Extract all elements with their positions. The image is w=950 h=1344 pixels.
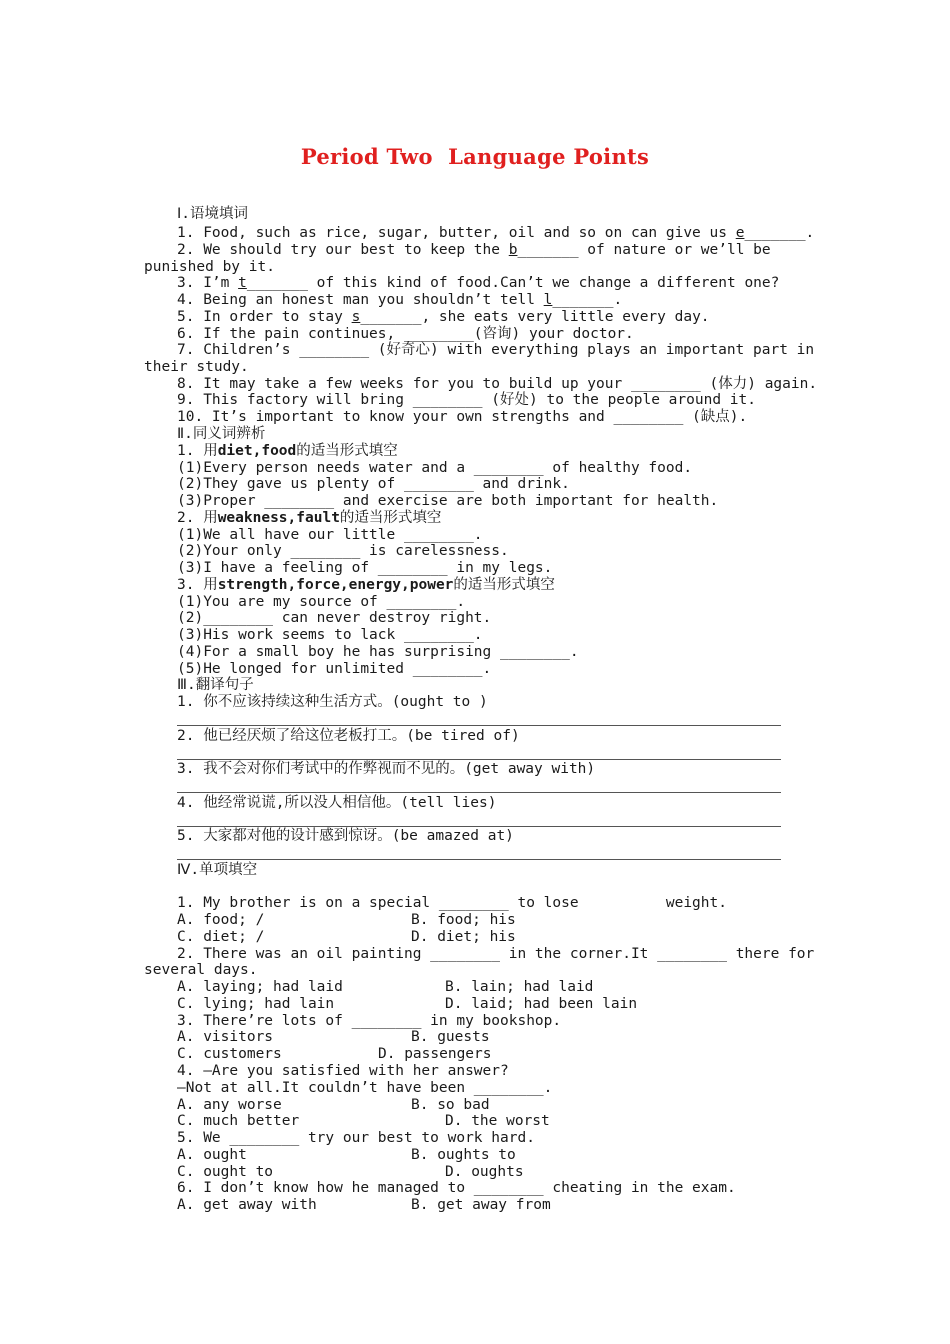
s1-question-1: 1. Food, such as rice, sugar, butter, oil and so on can give us e_______. <box>177 225 815 241</box>
s4-q2-option-a: A. laying; had laid <box>177 979 343 995</box>
s1-question-2-cont: punished by it. <box>144 259 275 275</box>
s4-q2-option-c: C. lying; had lain <box>177 996 335 1012</box>
s3-item-2: 2. 他已经厌烦了给这位老板打工。(be tired of) <box>177 728 520 744</box>
s2-group-2-instruction: 2. 用weakness,fault的适当形式填空 <box>177 510 442 526</box>
s4-question-6: 6. I don’t know how he managed to ________ cheating in the exam. <box>177 1180 736 1196</box>
s2-g3-item-3: (3)His work seems to lack ________. <box>177 627 483 643</box>
s2-g3-item-4: (4)For a small boy he has surprising ________. <box>177 644 579 660</box>
s1-question-6: 6. If the pain continues, ________(咨询) your doctor. <box>177 326 634 342</box>
s4-q1-option-d: D. diet; his <box>411 929 516 945</box>
s4-question-2-cont: several days. <box>144 962 258 978</box>
s1-question-7-cont: their study. <box>144 359 249 375</box>
s4-question-4: 4. —Are you satisfied with her answer? <box>177 1063 509 1079</box>
s2-g3-item-2: (2)________ can never destroy right. <box>177 610 492 626</box>
s4-q2-option-d: D. laid; had been lain <box>445 996 638 1012</box>
answer-line[interactable] <box>177 792 781 793</box>
s4-q1-option-c: C. diet; / <box>177 929 265 945</box>
s2-g1-item-1: (1)Every person needs water and a ________ of healthy food. <box>177 460 693 476</box>
s4-q4-option-d: D. the worst <box>445 1113 550 1129</box>
s4-q4-option-b: B. so bad <box>411 1097 490 1113</box>
s1-question-9: 9. This factory will bring ________ (好处) to the people around it. <box>177 392 756 408</box>
s1-question-5: 5. In order to stay s_______, she eats very little every day. <box>177 309 710 325</box>
s2-g1-item-3: (3)Proper ________ and exercise are both important for health. <box>177 493 719 509</box>
page-title: Period Two Language Points <box>300 144 650 169</box>
s2-g2-item-2: (2)Your only ________ is carelessness. <box>177 543 509 559</box>
answer-line[interactable] <box>177 759 781 760</box>
s4-q4-option-a: A. any worse <box>177 1097 282 1113</box>
s2-g1-item-2: (2)They gave us plenty of ________ and drink. <box>177 476 570 492</box>
section-3-heading: Ⅲ.翻译句子 <box>177 677 254 693</box>
s4-q4-option-c: C. much better <box>177 1113 300 1129</box>
s1-question-7: 7. Children’s ________ (好奇心) with everything plays an important part in <box>177 342 815 358</box>
s4-q6-option-b: B. get away from <box>411 1197 551 1213</box>
s1-question-8: 8. It may take a few weeks for you to build up your ________ (体力) again. <box>177 376 818 392</box>
answer-line[interactable] <box>177 725 781 726</box>
s4-question-3: 3. There’re lots of ________ in my bookshop. <box>177 1013 562 1029</box>
s3-item-5: 5. 大家都对他的设计感到惊讶。(be amazed at) <box>177 828 514 844</box>
s2-g2-item-1: (1)We all have our little ________. <box>177 527 483 543</box>
s2-g3-item-5: (5)He longed for unlimited ________. <box>177 661 492 677</box>
s1-question-10: 10. It’s important to know your own strengths and ________ (缺点). <box>177 409 748 425</box>
section-4-heading: Ⅳ.单项填空 <box>177 862 258 878</box>
s4-question-5: 5. We ________ try our best to work hard. <box>177 1130 535 1146</box>
s4-q5-option-b: B. oughts to <box>411 1147 516 1163</box>
s1-question-4: 4. Being an honest man you shouldn’t tell l_______. <box>177 292 623 308</box>
s2-group-1-instruction: 1. 用diet,food的适当形式填空 <box>177 443 398 459</box>
s4-q5-option-d: D. oughts <box>445 1164 524 1180</box>
s4-question-2: 2. There was an oil painting ________ in the corner.It ________ there for <box>177 946 815 962</box>
s4-q5-option-a: A. ought <box>177 1147 247 1163</box>
s3-item-1: 1. 你不应该持续这种生活方式。(ought to ) <box>177 694 488 710</box>
section-1-heading: Ⅰ.语境填词 <box>177 206 249 222</box>
s4-q5-option-c: C. ought to <box>177 1164 274 1180</box>
section-2-heading: Ⅱ.同义词辨析 <box>177 426 266 442</box>
s4-q1-option-a: A. food; / <box>177 912 265 928</box>
s1-question-3: 3. I’m t_______ of this kind of food.Can’t we change a different one? <box>177 275 780 291</box>
s4-q3-option-c: C. customers <box>177 1046 282 1062</box>
s4-q3-option-d: D. passengers <box>378 1046 492 1062</box>
s4-question-4-reply: —Not at all.It couldn’t have been ________. <box>177 1080 553 1096</box>
answer-line[interactable] <box>177 859 781 860</box>
s4-q1-option-b: B. food; his <box>411 912 516 928</box>
s4-q6-option-a: A. get away with <box>177 1197 317 1213</box>
s4-q3-option-b: B. guests <box>411 1029 490 1045</box>
s4-q3-option-a: A. visitors <box>177 1029 274 1045</box>
s3-item-3: 3. 我不会对你们考试中的作弊视而不见的。(get away with) <box>177 761 596 777</box>
answer-line[interactable] <box>177 826 781 827</box>
s2-g3-item-1: (1)You are my source of ________. <box>177 594 466 610</box>
s3-item-4: 4. 他经常说谎,所以没人相信他。(tell lies) <box>177 795 497 811</box>
s1-question-2: 2. We should try our best to keep the b_______ of nature or we’ll be <box>177 242 771 258</box>
s4-q2-option-b: B. lain; had laid <box>445 979 594 995</box>
s4-question-1: 1. My brother is on a special ________ to lose weight. <box>177 895 727 911</box>
s2-g2-item-3: (3)I have a feeling of ________ in my legs. <box>177 560 553 576</box>
s2-group-3-instruction: 3. 用strength,force,energy,power的适当形式填空 <box>177 577 555 593</box>
